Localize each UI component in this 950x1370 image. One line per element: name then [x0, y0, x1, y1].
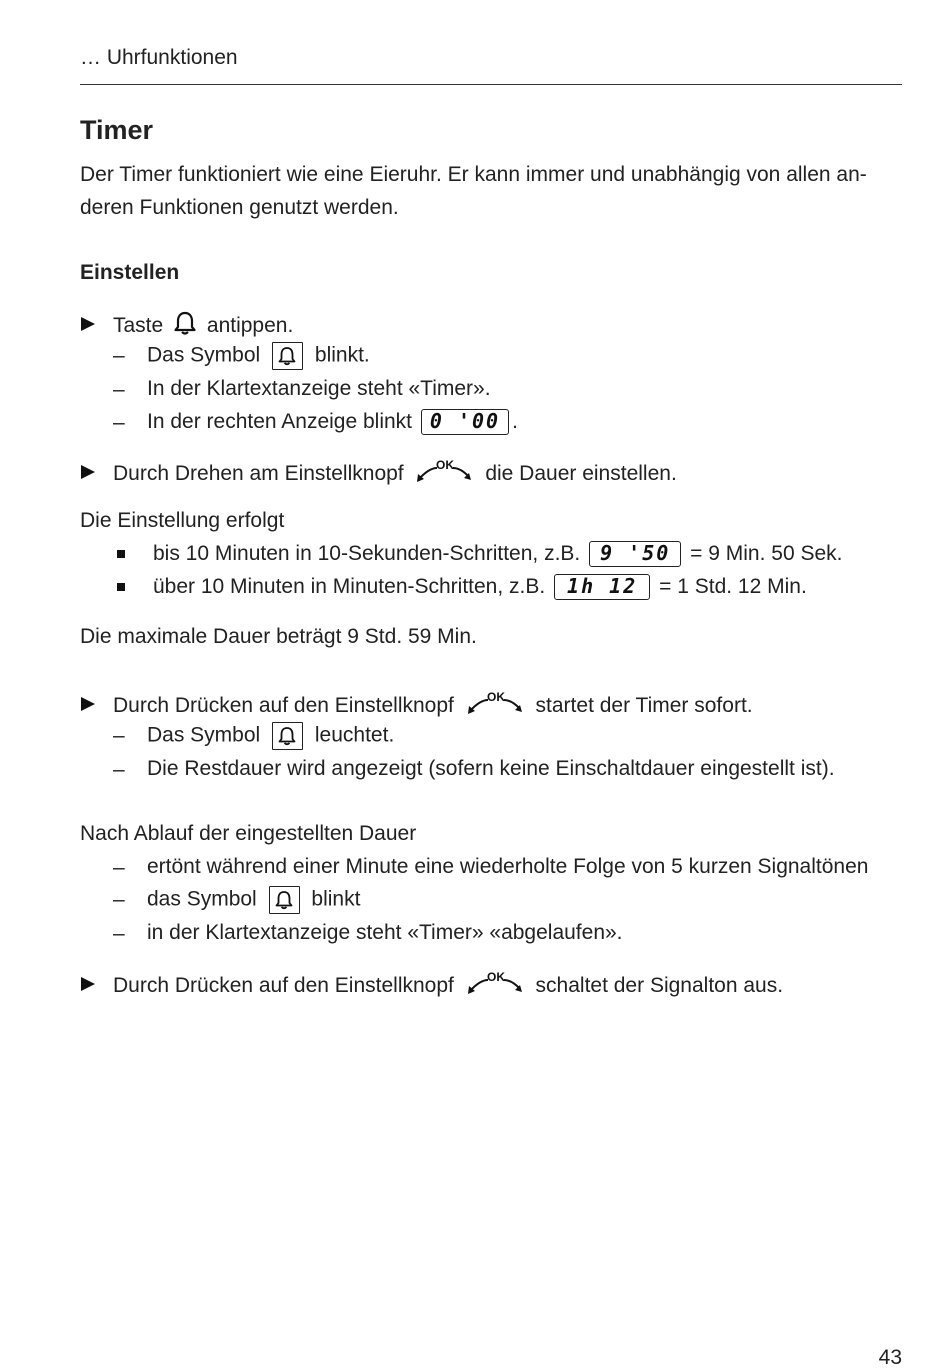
step-3-pre: Durch Drücken auf den Einstellknopf — [113, 694, 454, 718]
triangle-bullet-icon — [81, 465, 95, 479]
step-3-sub-1-post: leuchtet. — [314, 723, 395, 747]
step-2-post: die Dauer einstellen. — [485, 462, 677, 486]
dash-marker: – — [113, 344, 125, 367]
knob-label: OK — [486, 970, 505, 984]
step-1-post: antippen. — [206, 314, 294, 338]
ok-knob-icon — [466, 970, 524, 1003]
bell-symbol-icon — [272, 342, 303, 370]
lcd-display: 0 '00 — [421, 409, 509, 435]
step-3 — [113, 690, 753, 723]
triangle-bullet-icon — [81, 977, 95, 991]
step-2-pre: Durch Drehen am Einstellknopf — [113, 462, 404, 486]
lcd-display: 1h 12 — [554, 574, 650, 600]
square-bullet-icon — [117, 550, 125, 558]
dash-marker: – — [113, 888, 125, 911]
step-1-sub-3 — [147, 409, 518, 435]
step-1-pre: Taste — [113, 314, 164, 338]
bullet-1-post: = 9 Min. 50 Sek. — [690, 542, 843, 565]
bullet-2-pre: über 10 Minuten in Minuten-Schritten, z.B. — [153, 575, 546, 598]
ok-knob-icon — [415, 458, 473, 491]
triangle-bullet-icon — [81, 697, 95, 711]
dash-marker: – — [113, 378, 125, 401]
step-3-post: startet der Timer sofort. — [535, 694, 753, 718]
after-sub-2-pre: das Symbol — [147, 887, 257, 911]
after-sub-1: ertönt während einer Minute eine wiederholte Folge von 5 kurzen Signaltönen — [147, 855, 869, 878]
step-1-sub-3-post: . — [512, 410, 518, 433]
bullet-2-post: = 1 Std. 12 Min. — [659, 575, 807, 598]
after-sub-2 — [147, 886, 360, 914]
max-duration: Die maximale Dauer beträgt 9 Std. 59 Min. — [80, 625, 477, 648]
knob-label: OK — [436, 458, 455, 472]
step-3-sub-2: Die Restdauer wird angezeigt (sofern keine Einschaltdauer eingestellt ist). — [147, 757, 835, 780]
dash-marker: – — [113, 856, 125, 879]
dash-marker: – — [113, 724, 125, 747]
step-3-sub-1-pre: Das Symbol — [147, 723, 261, 747]
step-1-sub-1-post: blinkt. — [314, 343, 370, 367]
section-title: Timer — [80, 115, 154, 145]
dash-marker: – — [113, 411, 125, 434]
after-sub-3: in der Klartextanzeige steht «Timer» «abgelaufen». — [147, 921, 623, 944]
setting-intro: Die Einstellung erfolgt — [80, 509, 285, 532]
bullet-1 — [153, 541, 843, 567]
bell-symbol-icon — [272, 722, 303, 750]
step-1-sub-1 — [147, 342, 370, 370]
after-sub-2-post: blinkt — [311, 887, 361, 911]
square-bullet-icon — [117, 583, 125, 591]
dash-marker: – — [113, 922, 125, 945]
step-1-sub-3-pre: In der rechten Anzeige blinkt — [147, 410, 413, 433]
step-1-sub-1-pre: Das Symbol — [147, 343, 261, 367]
step-4-pre: Durch Drücken auf den Einstellknopf — [113, 974, 454, 998]
header-divider — [80, 84, 902, 85]
bullet-1-pre: bis 10 Minuten in 10-Sekunden-Schritten, z.B. — [153, 542, 581, 565]
bell-symbol-icon — [269, 886, 300, 914]
lcd-display: 9 '50 — [589, 541, 681, 567]
step-4 — [113, 970, 783, 1003]
dash-marker: – — [113, 758, 125, 781]
intro-line-1: Der Timer funktioniert wie eine Eieruhr. Er kann immer und unabhängig von allen an- — [80, 163, 867, 186]
step-1-sub-2: In der Klartextanzeige steht «Timer». — [147, 377, 491, 400]
page-number: 43 — [878, 1346, 902, 1369]
step-1 — [113, 310, 293, 343]
bell-icon — [173, 310, 197, 343]
knob-label: OK — [486, 690, 505, 704]
step-4-post: schaltet der Signalton aus. — [535, 974, 784, 998]
step-3-sub-1 — [147, 722, 394, 750]
after-intro: Nach Ablauf der eingestellten Dauer — [80, 822, 417, 845]
step-2 — [113, 458, 677, 491]
bullet-2 — [153, 574, 807, 600]
ok-knob-icon — [466, 690, 524, 723]
intro-line-2: deren Funktionen genutzt werden. — [80, 196, 399, 219]
triangle-bullet-icon — [81, 317, 95, 331]
subsection-title: Einstellen — [80, 261, 180, 284]
chapter-header: … Uhrfunktionen — [80, 46, 238, 69]
